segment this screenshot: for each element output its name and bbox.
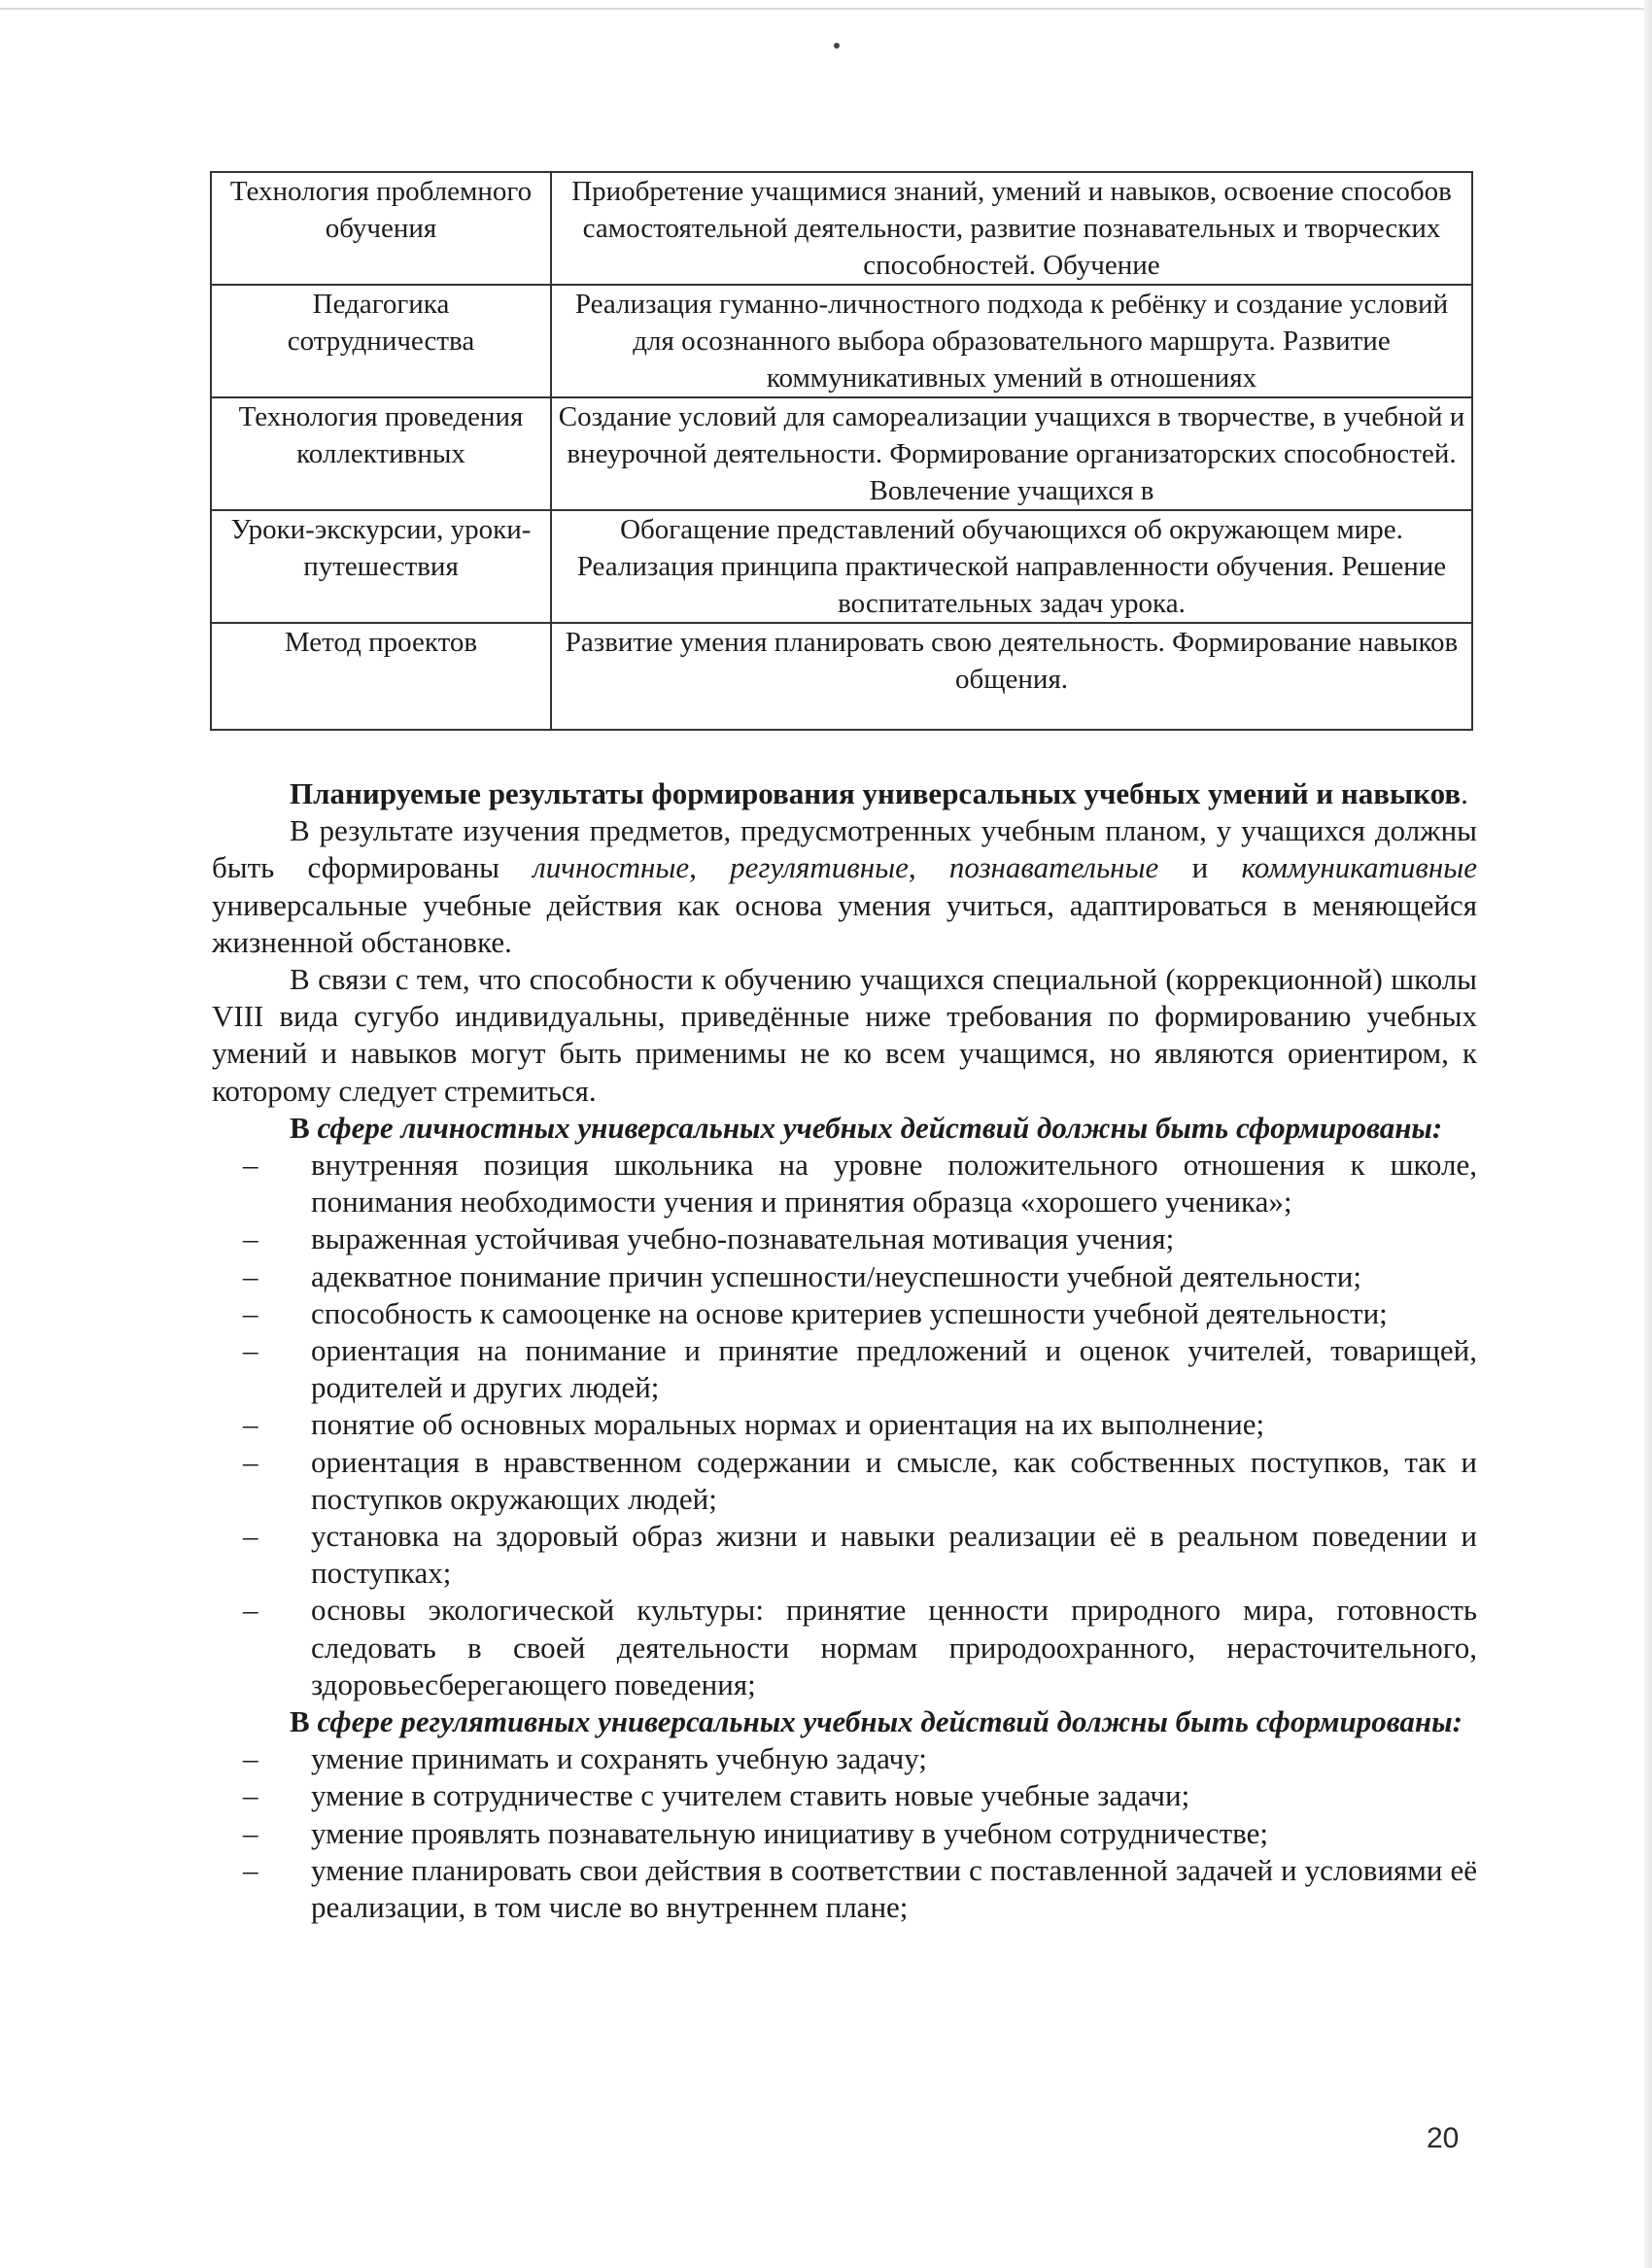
table-cell-description: Развитие умения планировать свою деятельность. Формирование навыков общения.: [551, 623, 1472, 730]
list-item: – понятие об основных моральных нормах и ориентация на их выполнение;: [212, 1406, 1477, 1443]
table-cell-name: Метод проектов: [211, 623, 551, 730]
paragraph-note: В связи с тем, что способности к обучению учащихся специальной (коррекционной) школы VIII вида сугубо индивидуальны, приведённые ниже требования по формированию учебных умений и навыков могут быть применимы не ко всем учащимся, но являются ориентиром, к которому следует стремиться.: [212, 962, 1477, 1108]
list-item: – умение в сотрудничестве с учителем ставить новые учебные задачи;: [212, 1777, 1477, 1814]
list-item: – выраженная устойчивая учебно-познавательная мотивация учения;: [212, 1220, 1477, 1257]
list-item: – установка на здоровый образ жизни и навыки реализации её в реальном поведении и поступках;: [212, 1518, 1477, 1592]
regulatory-lead: В сфере регулятивных универсальных учебных действий должны быть сформированы:: [290, 1704, 1463, 1739]
table-cell-description: Реализация гуманно-личностного подхода к ребёнку и создание условий для осознанного выбора образовательного маршрута. Развитие коммуникативных умений в отношениях: [551, 285, 1472, 397]
table-row: [211, 510, 1472, 623]
table-cell-description: Обогащение представлений обучающихся об окружающем мире. Реализация принципа практической направленности обучения. Решение воспитательных задач урока.: [551, 510, 1472, 623]
scan-speck: [834, 43, 840, 49]
list-item: – внутренняя позиция школьника на уровне положительного отношения к школе, понимания необходимости учения и принятия образца «хорошего ученика»;: [212, 1147, 1477, 1220]
table-cell-description: Создание условий для самореализации учащихся в творчестве, в учебной и внеурочной деятельности. Формирование организаторских способностей. Вовлечение учащихся в: [551, 397, 1472, 510]
regulatory-list: [212, 1740, 1477, 1926]
paragraph-intro: В результате изучения предметов, предусмотренных учебным планом, у учащихся должны быть сформированы личностные, регулятивные, познавательные и коммуникативные универсальные учебные действия как основа умения учиться, адаптироваться в меняющейся жизненной обстановке.: [212, 813, 1477, 959]
list-item: – адекватное понимание причин успешности/неуспешности учебной деятельности;: [212, 1258, 1477, 1295]
table-cell-name: Технология проведения коллективных: [211, 397, 551, 510]
list-item: – умение планировать свои действия в соответствии с поставленной задачей и условиями её реализации, в том числе во внутреннем плане;: [212, 1852, 1477, 1926]
table-cell-name: Уроки-экскурсии, уроки-путешествия: [211, 510, 551, 623]
list-item: – основы экологической культуры: принятие ценности природного мира, готовность следовать в своей деятельности нормам природоохранного, нерасточительного, здоровьесберегающего поведения;: [212, 1592, 1477, 1703]
personal-list: [212, 1147, 1477, 1703]
table-row: [211, 397, 1472, 510]
page-number: 20: [1427, 2122, 1460, 2154]
scan-edge-top: [0, 8, 1652, 10]
list-item: – способность к самооценке на основе критериев успешности учебной деятельности;: [212, 1295, 1477, 1332]
table-row: [211, 623, 1472, 730]
personal-lead: В сфере личностных универсальных учебных действий должны быть сформированы:: [290, 1110, 1443, 1145]
technology-table: [210, 171, 1473, 731]
list-item: – умение проявлять познавательную инициативу в учебном сотрудничестве;: [212, 1815, 1477, 1852]
list-item: – умение принимать и сохранять учебную задачу;: [212, 1740, 1477, 1777]
list-item: – ориентация в нравственном содержании и смысле, как собственных поступков, так и поступков окружающих людей;: [212, 1444, 1477, 1518]
table-row: [211, 172, 1472, 285]
table-cell-description: Приобретение учащимися знаний, умений и навыков, освоение способов самостоятельной деятельности, развитие познавательных и творческих способностей. Обучение: [551, 172, 1472, 285]
scan-edge-right: [1644, 0, 1652, 2268]
document-body: [212, 775, 1477, 1926]
table-cell-name: Педагогика сотрудничества: [211, 285, 551, 397]
table-cell-name: Технология проблемного обучения: [211, 172, 551, 285]
table-row: [211, 285, 1472, 397]
list-item: – ориентация на понимание и принятие предложений и оценок учителей, товарищей, родителей и других людей;: [212, 1332, 1477, 1406]
section-heading: Планируемые результаты формирования универсальных учебных умений и навыков.: [290, 776, 1468, 810]
